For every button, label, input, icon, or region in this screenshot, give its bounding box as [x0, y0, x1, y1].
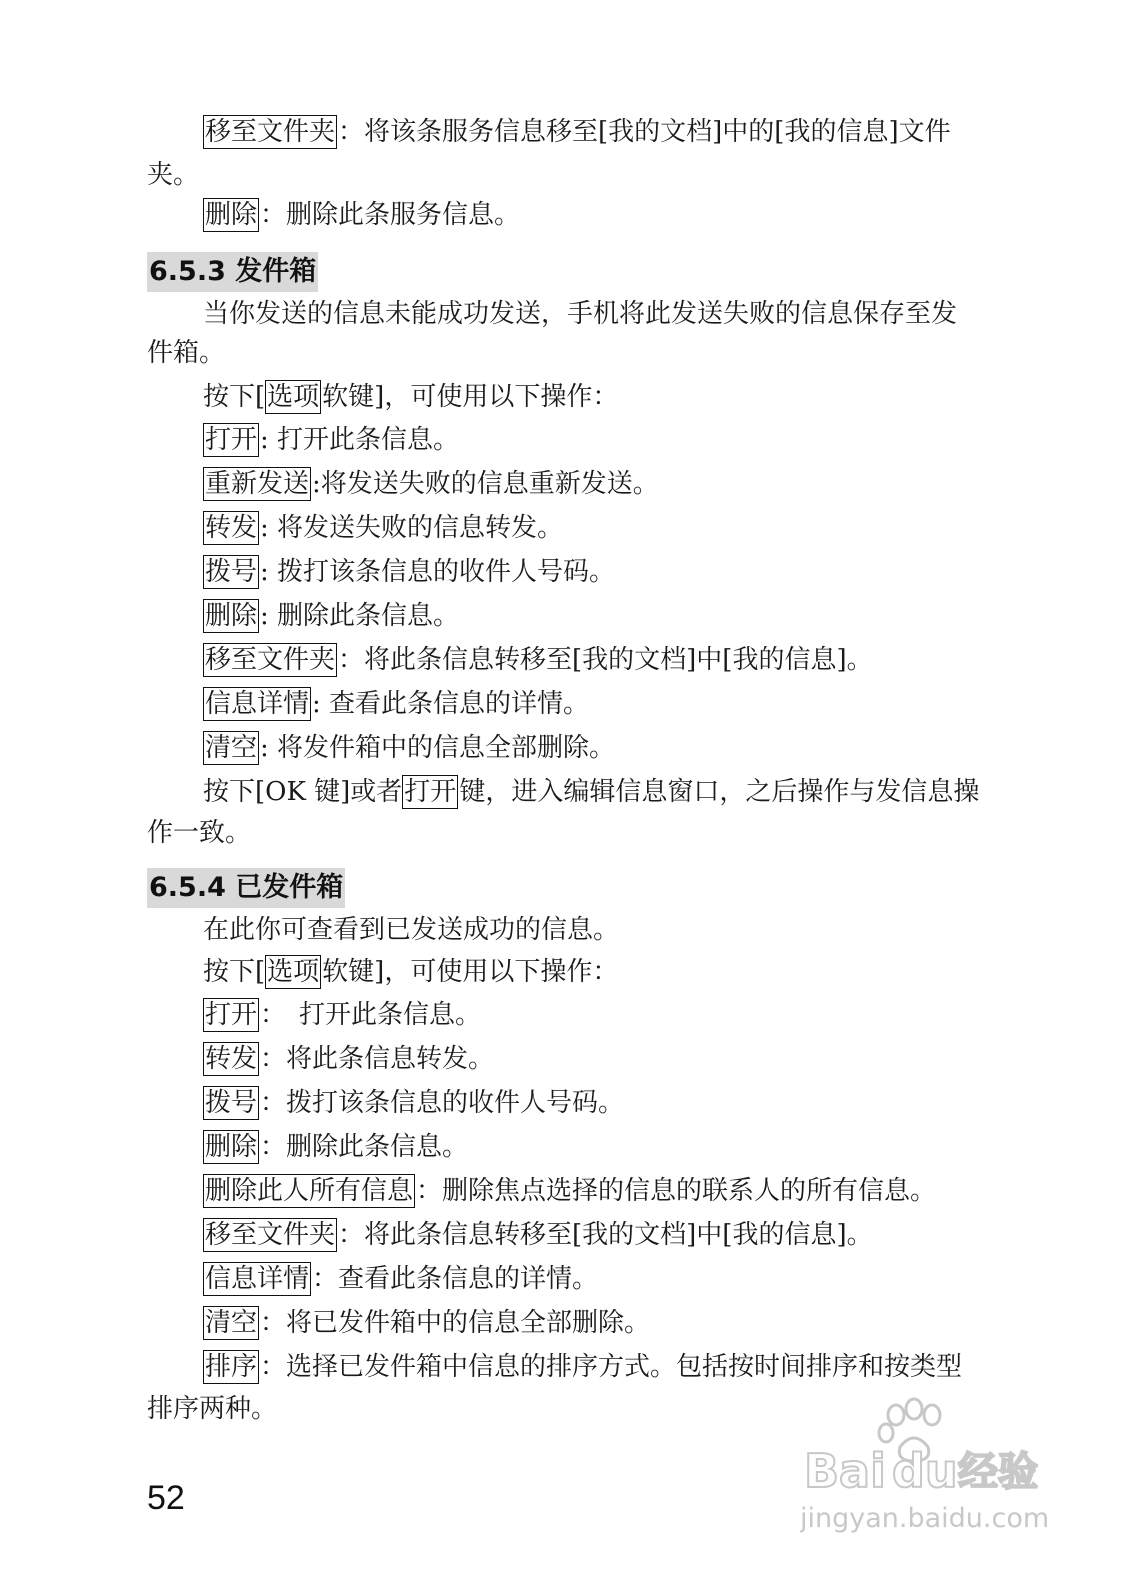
menu-item: [203, 996, 1017, 1034]
page-number: 52: [147, 1479, 185, 1517]
option-key-box: 信息详情: [205, 689, 310, 719]
option-key-box: 打开: [205, 425, 258, 455]
paragraph-continuation: 作一致。: [147, 818, 252, 848]
baidu-jingyan-watermark: [800, 1395, 1060, 1545]
menu-item: [203, 1216, 1017, 1254]
menu-item: [203, 1172, 1017, 1210]
section-heading-outbox: 6.5.3 发件箱: [147, 252, 318, 292]
watermark-brand-du: du: [892, 1444, 958, 1498]
options-softkey-line: 按下[选项 软键]，可使用以下操作：: [203, 957, 619, 987]
menu-item: [203, 1348, 1017, 1386]
menu-item: [203, 509, 1017, 547]
option-description: ：将已发件箱中的信息全部删除。: [260, 1308, 651, 1338]
softkey-box: 选项: [267, 382, 320, 412]
ok-key-line: 按下[OK 键]或者打开 键，进入编辑信息窗口，之后操作与发信息操: [203, 777, 980, 807]
option-description: ：删除此条信息。: [260, 1132, 469, 1162]
menu-item: [203, 421, 1017, 459]
option-description: ：将此条信息转移至[我的文档]中[我的信息]。: [338, 1220, 873, 1250]
option-description: : 拨打该条信息的收件人号码。: [260, 557, 616, 587]
softkey-box: 选项: [267, 957, 320, 987]
option-key-box: 清空: [205, 733, 258, 763]
option-description: ：删除此条服务信息。: [260, 200, 521, 230]
option-key-box: 信息详情: [205, 1264, 310, 1294]
option-description: ：选择已发件箱中信息的排序方式。包括按时间排序和按类型: [260, 1352, 963, 1382]
option-key-box: 移至文件夹: [205, 117, 336, 147]
option-description: ：将该条服务信息移至[我的文档]中的[我的信息]文件: [338, 117, 951, 147]
option-key-box: 清空: [205, 1308, 258, 1338]
option-key-box: 排序: [205, 1352, 258, 1382]
section-intro: 当你发送的信息未能成功发送，手机将此发送失败的信息保存至发: [203, 299, 958, 329]
option-description: ：拨打该条信息的收件人号码。: [260, 1088, 625, 1118]
watermark-brand: Bai: [804, 1444, 886, 1498]
menu-item: [203, 1304, 1017, 1342]
menu-item: [203, 1260, 1017, 1298]
option-description: : 查看此条信息的详情。: [312, 689, 590, 719]
option-key-box: 删除: [205, 1132, 258, 1162]
paragraph-continuation: 排序两种。: [147, 1394, 278, 1424]
option-description: ：将此条信息转移至[我的文档]中[我的信息]。: [338, 645, 873, 675]
menu-item: [203, 729, 1017, 767]
watermark-url: jingyan.baidu.com: [800, 1503, 1050, 1534]
option-key-box: 移至文件夹: [205, 645, 336, 675]
option-description: : 打开此条信息。: [260, 425, 460, 455]
menu-item: [203, 553, 1017, 591]
option-key-box: 删除: [205, 601, 258, 631]
menu-item-move-folder: [203, 113, 1017, 151]
option-description: : 将发件箱中的信息全部删除。: [260, 733, 616, 763]
option-description: : 删除此条信息。: [260, 601, 460, 631]
option-key-box: 删除: [205, 200, 258, 230]
option-description: ： 打开此条信息。: [260, 1000, 482, 1030]
watermark-product: 经验: [958, 1449, 1038, 1495]
menu-item: [203, 641, 1017, 679]
option-description: ：将此条信息转发。: [260, 1044, 495, 1074]
option-key-box: 重新发送: [205, 469, 310, 499]
menu-item: [203, 1084, 1017, 1122]
menu-item: [203, 1128, 1017, 1166]
menu-item: [203, 465, 1017, 503]
menu-item: [203, 685, 1017, 723]
option-key-box: 删除此人所有信息: [205, 1176, 414, 1206]
option-key-box: 打开: [205, 1000, 258, 1030]
paragraph-continuation: 夹。: [147, 160, 200, 190]
menu-item: [203, 597, 1017, 635]
option-key-box: 拨号: [205, 557, 258, 587]
option-key-box: 转发: [205, 513, 258, 543]
option-key-box: 拨号: [205, 1088, 258, 1118]
menu-item-delete: [203, 196, 1017, 234]
option-description: : 将发送失败的信息转发。: [260, 513, 564, 543]
option-description: :将发送失败的信息重新发送。: [312, 469, 659, 499]
menu-item: [203, 1040, 1017, 1078]
option-description: ：查看此条信息的详情。: [312, 1264, 599, 1294]
section-intro-continuation: 件箱。: [147, 338, 226, 368]
option-description: ：删除焦点选择的信息的联系人的所有信息。: [416, 1176, 937, 1206]
section-heading-sent-box: 6.5.4 已发件箱: [147, 868, 345, 908]
open-key-box: 打开: [404, 777, 457, 807]
section-intro: 在此你可查看到已发送成功的信息。: [203, 915, 620, 945]
options-softkey-line: 按下[选项 软键]，可使用以下操作：: [203, 382, 619, 412]
option-key-box: 转发: [205, 1044, 258, 1074]
option-key-box: 移至文件夹: [205, 1220, 336, 1250]
